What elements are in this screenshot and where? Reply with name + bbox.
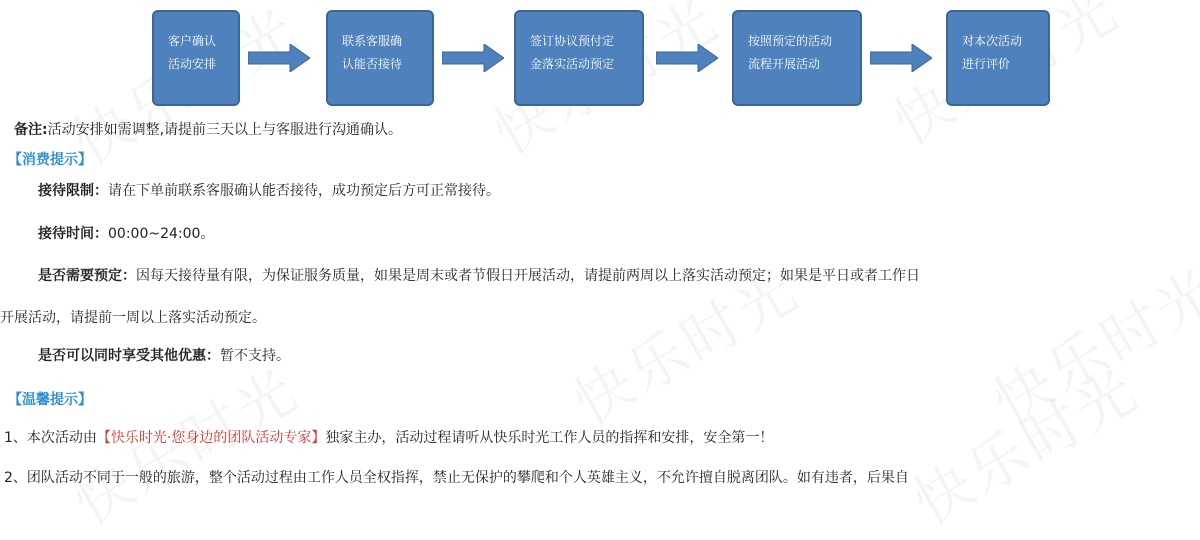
warm-item-1 — [4, 428, 773, 448]
flow-step-text: 签订协议预付定 — [530, 34, 615, 48]
reservation-line — [38, 266, 920, 286]
section-title-consumption: 【消费提示】 — [8, 152, 92, 168]
arrow-right-icon — [656, 44, 718, 72]
reservation-text: 因每天接待量有限，为保证服务质量，如果是周末或者节假日开展活动，请提前两周以上落实活动预定；如果是平日或者工作日 — [136, 268, 920, 284]
other-offers-text: 暂不支持。 — [220, 348, 290, 364]
other-offers-line — [38, 346, 290, 366]
warm-item-2: 2、团队活动不同于一般的旅游，整个活动过程由工作人员全权指挥，禁止无保护的攀爬和个人英雄主义，不允许擅自脱离团队。如有违者，后果自 — [4, 470, 909, 486]
flow-step-evaluate — [946, 10, 1050, 106]
note-label: 备注: — [14, 122, 48, 138]
organizer-highlight: 【快乐时光·您身边的团队活动专家】 — [96, 430, 326, 446]
watermark — [976, 244, 1200, 441]
reception-time-line — [38, 224, 214, 244]
flow-step-text: 客户确认 — [168, 34, 217, 48]
reception-limit-label: 接待限制： — [38, 183, 108, 199]
other-offers-label: 是否可以同时享受其他优惠： — [38, 348, 220, 364]
arrow-right-icon — [442, 44, 504, 72]
warm-item-1-prefix: 1、本次活动由 — [4, 430, 97, 446]
note-line — [14, 120, 402, 140]
flow-step-text: 流程开展活动 — [748, 57, 821, 71]
process-flow — [0, 0, 1200, 112]
watermark — [896, 344, 1153, 540]
warm-item-1-suffix: 独家主办，活动过程请听从快乐时光工作人员的指挥和安排，安全第一！ — [325, 430, 774, 446]
note-text: 活动安排如需调整,请提前三天以上与客服进行沟通确认。 — [47, 122, 403, 138]
flow-step-text: 进行评价 — [962, 57, 1011, 71]
flow-step-text: 联系客服确 — [342, 34, 403, 48]
reservation-label: 是否需要预定： — [38, 268, 136, 284]
flow-step-confirm — [152, 10, 240, 106]
reception-time-label: 接待时间： — [38, 226, 108, 242]
flow-step-text: 金落实活动预定 — [530, 57, 615, 71]
flow-step-execute — [732, 10, 862, 106]
arrow-right-icon — [870, 44, 932, 72]
flow-step-text: 认能否接待 — [342, 57, 403, 71]
flow-step-text: 对本次活动 — [962, 34, 1023, 48]
flow-step-contact — [326, 10, 434, 106]
reservation-line-continued: 开展活动，请提前一周以上落实活动预定。 — [0, 310, 266, 326]
reception-limit-line — [38, 181, 500, 201]
reception-time-text: 00:00~24:00。 — [108, 226, 215, 242]
flow-step-text: 按照预定的活动 — [748, 34, 833, 48]
reception-limit-text: 请在下单前联系客服确认能否接待，成功预定后方可正常接待。 — [108, 183, 500, 199]
arrow-right-icon — [248, 44, 310, 72]
flow-step-sign — [514, 10, 644, 106]
flow-step-text: 活动安排 — [168, 57, 217, 71]
section-title-warm: 【温馨提示】 — [8, 392, 92, 408]
